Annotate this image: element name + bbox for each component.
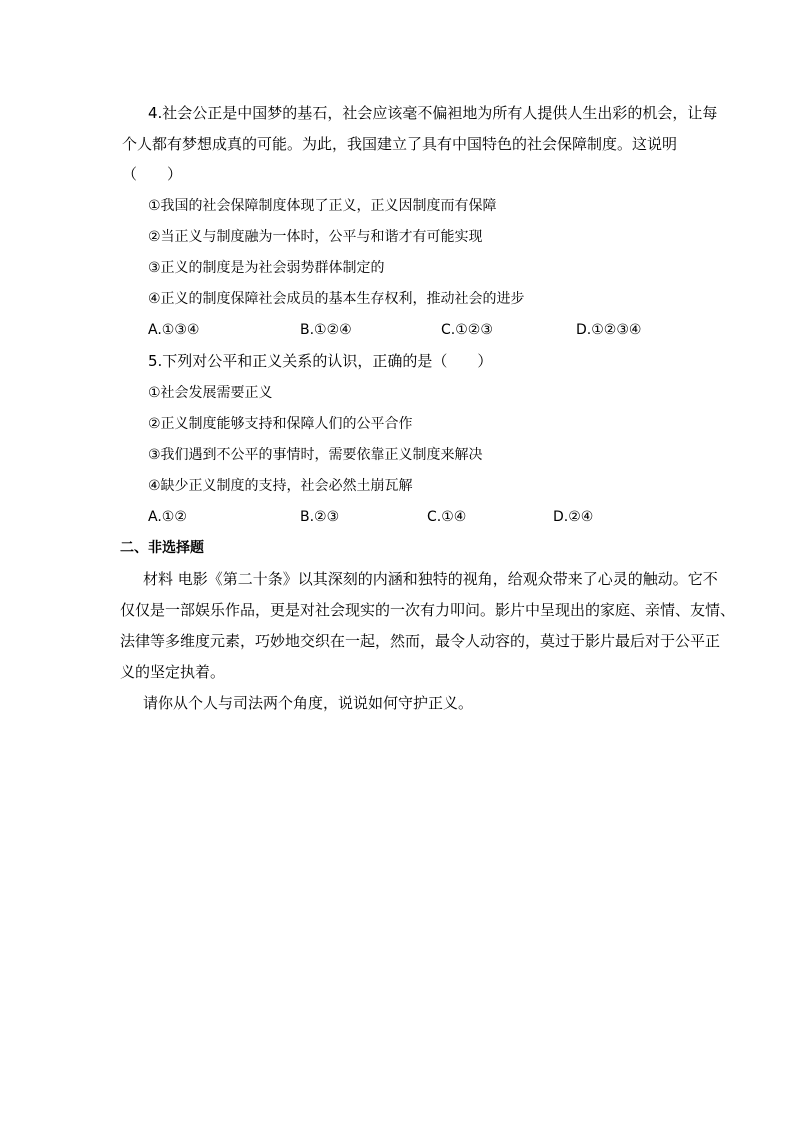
material-line3: 法律等多维度元素，巧妙地交织在一起，然而，最令人动容的，莫过于影片最后对于公平正 [120, 632, 721, 650]
q4-option-a: A.①③④ [148, 322, 200, 338]
q4-statement-2: ②当正义与制度融为一体时，公平与和谐才有可能实现 [148, 229, 483, 245]
q5-stem: 5.下列对公平和正义关系的认识，正确的是（ ） [148, 352, 493, 370]
q5-option-b: B.②③ [300, 509, 340, 525]
q4-stem-line2: 个人都有梦想成真的可能。为此，我国建立了具有中国特色的社会保障制度。这说明 [122, 135, 678, 153]
q4-statement-4: ④正义的制度保障社会成员的基本生存权利，推动社会的进步 [148, 291, 525, 307]
q5-statement-1: ①社会发展需要正义 [148, 385, 273, 401]
q5-statement-4: ④缺少正义制度的支持，社会必然土崩瓦解 [148, 478, 413, 494]
q5-option-a: A.①② [148, 509, 187, 525]
q4-option-b: B.①②④ [300, 322, 352, 338]
q4-option-d: D.①②③④ [576, 322, 642, 338]
q5-statement-3: ③我们遇到不公平的事情时，需要依靠正义制度来解决 [148, 447, 483, 463]
section-heading: 二、非选择题 [120, 540, 204, 556]
q4-stem-line1: 4.社会公正是中国梦的基石，社会应该毫不偏袒地为所有人提供人生出彩的机会，让每 [148, 104, 718, 122]
q4-stem-line3: （ ） [122, 165, 183, 183]
q4-statement-1: ①我国的社会保障制度体现了正义，正义因制度而有保障 [148, 198, 497, 214]
material-line2: 仅仅是一部娱乐作品，更是对社会现实的一次有力叩问。影片中呈现出的家庭、亲情、友情、 [120, 601, 736, 619]
q5-option-c: C.①④ [427, 509, 467, 525]
material-line4: 义的坚定执着。 [120, 663, 226, 681]
q4-statement-3: ③正义的制度是为社会弱势群体制定的 [148, 260, 385, 276]
q4-option-c: C.①②③ [441, 322, 493, 338]
q5-statement-2: ②正义制度能够支持和保障人们的公平合作 [148, 416, 413, 432]
q5-option-d: D.②④ [553, 509, 594, 525]
material-line1: 材料 电影《第二十条》以其深刻的内涵和独特的视角，给观众带来了心灵的触动。它不 [143, 570, 718, 588]
section2-question: 请你从个人与司法两个角度，说说如何守护正义。 [143, 694, 474, 712]
